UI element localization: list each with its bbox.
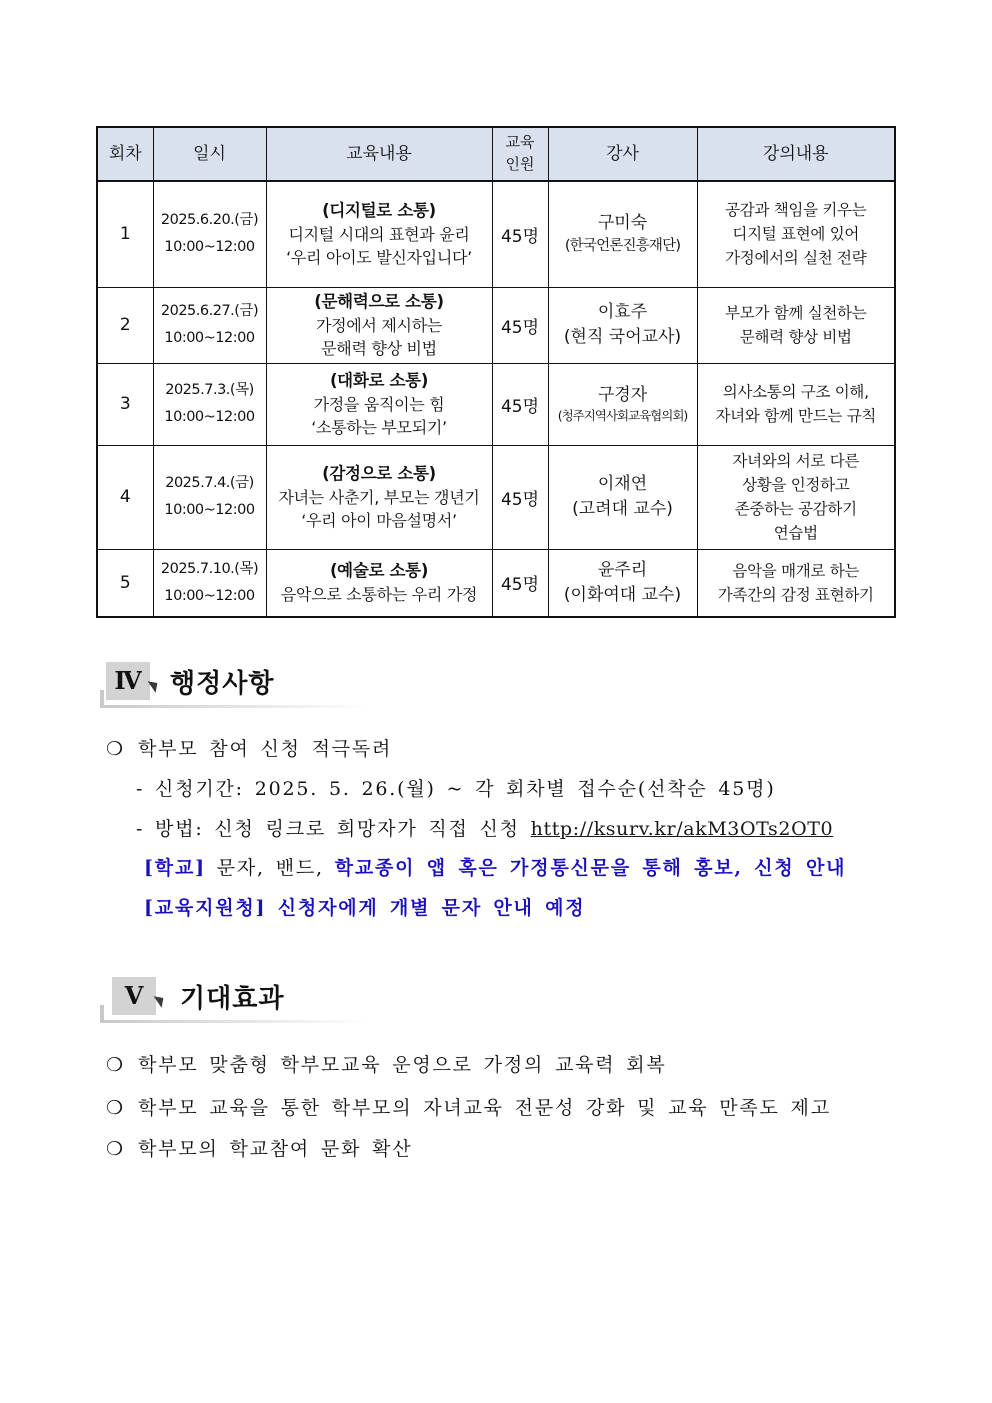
row-datetime: 2025.7.4.(금) 10:00~12:00 <box>153 445 266 549</box>
office-notice: [교육지원청] 신청자에게 개별 문자 안내 예정 <box>144 897 586 919</box>
section-5-heading <box>100 977 380 1023</box>
bullet-item: ❍ 학부모 교육을 통한 학부모의 자녀교육 전문성 강화 및 교육 만족도 제고 <box>106 1097 831 1119</box>
section-title: 행정사항 <box>170 669 275 699</box>
table-row <box>97 445 895 549</box>
header-lecturer: 강사 <box>548 127 697 181</box>
table-row <box>97 549 895 617</box>
header-round: 회차 <box>97 127 153 181</box>
row-lecturer: 윤주리 (이화여대 교수) <box>548 549 697 617</box>
row-description: 공감과 책임을 키우는 디지털 표현에 있어 가정에서의 실천 전략 <box>697 181 895 287</box>
heading-stub <box>100 1005 104 1023</box>
circle-bullet-icon: ❍ <box>106 1138 125 1160</box>
row-datetime: 2025.7.10.(목) 10:00~12:00 <box>153 549 266 617</box>
row-description: 음악을 매개로 하는 가족간의 감정 표현하기 <box>697 549 895 617</box>
schedule-table <box>96 126 896 618</box>
row-datetime: 2025.7.3.(목) 10:00~12:00 <box>153 363 266 445</box>
heading-underline <box>100 1020 370 1023</box>
circle-bullet-icon: ❍ <box>106 1054 125 1076</box>
row-seats: 45명 <box>492 287 548 363</box>
header-description: 강의내용 <box>697 127 895 181</box>
header-seats: 교육 인원 <box>492 127 548 181</box>
row-lecturer: 이재연 (고려대 교수) <box>548 445 697 549</box>
row-datetime: 2025.6.20.(금) 10:00~12:00 <box>153 181 266 287</box>
row-content: (감정으로 소통) 자녀는 사춘기, 부모는 갱년기 ‘우리 아이 마음설명서’ <box>266 445 492 549</box>
row-round: 4 <box>97 445 153 549</box>
section-number-badge: Ⅴ <box>112 977 156 1015</box>
heading-stub <box>100 690 104 708</box>
table-row <box>97 287 895 363</box>
header-content: 교육내용 <box>266 127 492 181</box>
bullet-item: ❍ 학부모 참여 신청 적극독려 <box>106 738 393 760</box>
bullet-item: ❍ 학부모 맞춤형 학부모교육 운영으로 가정의 교육력 회복 <box>106 1054 667 1076</box>
row-round: 2 <box>97 287 153 363</box>
table-row <box>97 181 895 287</box>
row-lecturer: 구미숙 (한국언론진흥재단) <box>548 181 697 287</box>
row-seats: 45명 <box>492 445 548 549</box>
row-description: 의사소통의 구조 이해, 자녀와 함께 만드는 규칙 <box>697 363 895 445</box>
table-row <box>97 363 895 445</box>
row-datetime: 2025.6.27.(금) 10:00~12:00 <box>153 287 266 363</box>
row-lecturer: 구경자 (청주지역사회교육협의회) <box>548 363 697 445</box>
row-round: 3 <box>97 363 153 445</box>
row-content: (문해력으로 소통) 가정에서 제시하는 문해력 향상 비법 <box>266 287 492 363</box>
row-round: 1 <box>97 181 153 287</box>
row-content: (디지털로 소통) 디지털 시대의 표현과 윤리 ‘우리 아이도 발신자입니다’ <box>266 181 492 287</box>
bullet-item: ❍ 학부모의 학교참여 문화 확산 <box>106 1138 413 1160</box>
row-seats: 45명 <box>492 549 548 617</box>
row-seats: 45명 <box>492 363 548 445</box>
header-datetime: 일시 <box>153 127 266 181</box>
table-header-row <box>97 127 895 181</box>
apply-link[interactable]: http://ksurv.kr/akM3OTs2OT0 <box>530 818 834 840</box>
section-title: 기대효과 <box>180 984 285 1014</box>
heading-underline <box>100 705 370 708</box>
row-round: 5 <box>97 549 153 617</box>
row-description: 자녀와의 서로 다른 상황을 인정하고 존중하는 공감하기 연습법 <box>697 445 895 549</box>
apply-period: - 신청기간: 2025. 5. 26.(월) ~ 각 회차별 접수순(선착순 45명) <box>136 778 776 800</box>
row-description: 부모가 함께 실천하는 문해력 향상 비법 <box>697 287 895 363</box>
circle-bullet-icon: ❍ <box>106 738 125 760</box>
row-seats: 45명 <box>492 181 548 287</box>
row-content: (예술로 소통) 음악으로 소통하는 우리 가정 <box>266 549 492 617</box>
circle-bullet-icon: ❍ <box>106 1097 125 1119</box>
row-lecturer: 이효주 (현직 국어교사) <box>548 287 697 363</box>
school-notice: [학교] 문자, 밴드, 학교종이 앱 혹은 가정통신문을 통해 홍보, 신청 안내 <box>144 857 847 879</box>
section-4-heading <box>100 662 380 708</box>
row-content: (대화로 소통) 가정을 움직이는 힘 ‘소통하는 부모되기’ <box>266 363 492 445</box>
apply-method: - 방법: 신청 링크로 희망자가 직접 신청 http://ksurv.kr/akM3OTs2OT0 <box>136 818 834 840</box>
section-number-badge: Ⅳ <box>106 662 150 700</box>
